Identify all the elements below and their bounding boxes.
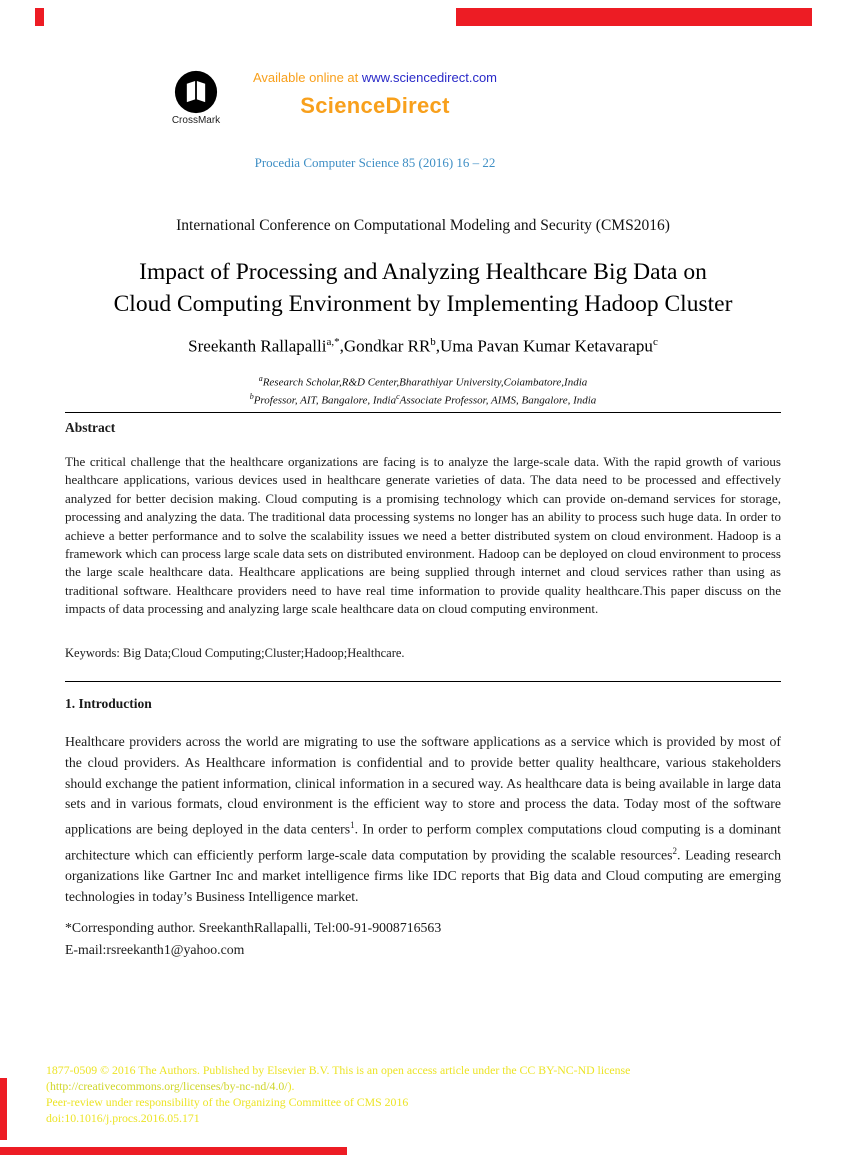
footer-paren: ).	[287, 1079, 295, 1093]
paper-title-line2: Cloud Computing Environment by Implementing Hadoop Cluster	[113, 291, 733, 317]
affiliations	[0, 372, 846, 408]
available-online-text: Available online at	[252, 70, 359, 85]
author-superscript: b	[430, 336, 436, 348]
citation-superscript: 1	[350, 820, 355, 831]
affiliation-line	[0, 390, 846, 408]
abstract-paragraph: The critical challenge that the healthcare organizations are facing is to analyze the large-scale data. With the rapid growth of various healthcare applications, various devices used in healthcare generate varieties of data. The data need to be processed and effectively analyzed for better decision making. Cloud computing is a promising technology which can provide on-demand services for storage, processing and analyzing the data. The traditional data processing systems no longer has an ability to process such huge data. In order to achieve a better performance and to solve the scalability issues we need a better distributed system on cloud environment. Hadoop is a framework which can process large scale data sets on distributed environment. Hadoop can be deployed on cloud environment to process the large scale healthcare data. Healthcare applications are being supplied through internet and cloud services rather than using as traditional software. Healthcare providers need to have real time information to provide quality healthcare.This paper discuss on the impacts of data processing and analyzing large scale healthcare data on cloud computing environment.	[65, 454, 781, 617]
corresponding-author-email: E-mail:rsreekanth1@yahoo.com	[65, 941, 245, 957]
crossmark-badge[interactable]	[164, 70, 228, 126]
abstract-heading: Abstract	[65, 420, 116, 435]
citation-superscript: 2	[672, 845, 677, 856]
author-name: ,Uma Pavan Kumar Ketavarapu	[435, 336, 653, 356]
author-superscript: c	[652, 336, 658, 348]
corresponding-author-block	[65, 917, 441, 960]
section-heading-introduction: 1. Introduction	[65, 696, 152, 711]
introduction-paragraph	[65, 732, 781, 908]
affiliation-superscript: b	[249, 392, 254, 402]
redaction-bar-top-right	[456, 8, 812, 26]
footer-license-line	[46, 1078, 630, 1094]
introduction-text: . In order to perform complex computations cloud computing is a dominant architecture which can efficiently perform large-scale data computation by providing the scalable resources	[65, 821, 781, 863]
divider	[65, 681, 781, 682]
redaction-bar-top-left	[35, 8, 44, 26]
affiliation-line	[0, 372, 846, 390]
affiliation-text: Associate Professor, AIMS, Bangalore, India	[399, 394, 597, 407]
affiliation-text: Professor, AIT, Bangalore, India	[253, 394, 397, 407]
introduction-text: . Leading research organizations like Gartner Inc and market intelligence firms like IDC reports that Big data and Cloud computing are emerging technologies in today’s Business Intelligence market.	[65, 847, 781, 904]
corresponding-author-line: *Corresponding author. SreekanthRallapalli, Tel:00-91-9008716563	[65, 920, 442, 935]
author-superscript: a,*	[326, 336, 340, 348]
paper-title-line1: Impact of Processing and Analyzing Healthcare Big Data on	[139, 259, 707, 285]
introduction-text: Healthcare providers across the world are migrating to use the software applications as a service which is provided by most of the cloud providers. As Healthcare information is confidential and to provide better quality healthcare, various stakeholders should exchange the patient information, clinical information in a secured way. As healthcare data is being available in large data sets and in various formats, cloud environment is the efficient way to store and process the data. Today most of the software applications are being deployed in the data centers	[65, 734, 781, 837]
author-name: Sreekanth Rallapalli	[188, 336, 327, 356]
footer-copyright-line: 1877-0509 © 2016 The Authors. Published by Elsevier B.V. This is an open access article under the CC BY-NC-ND license	[46, 1063, 631, 1077]
authors-line	[0, 336, 846, 357]
sciencedirect-logo: ScienceDirect	[300, 93, 450, 118]
affiliation-text: Research Scholar,R&D Center,Bharathiyar University,Coiambatore,India	[262, 376, 588, 389]
redaction-bar-bottom-edge	[0, 1147, 347, 1155]
divider	[65, 412, 781, 413]
redaction-bar-bottom-left-vertical	[0, 1078, 7, 1140]
paper-title	[0, 256, 846, 320]
crossmark-icon	[174, 70, 218, 114]
journal-citation: Procedia Computer Science 85 (2016) 16 – 22	[254, 155, 496, 170]
crossmark-label: CrossMark	[171, 115, 221, 126]
footer-doi-line: doi:10.1016/j.procs.2016.05.171	[46, 1111, 200, 1125]
author-name: ,Gondkar RR	[339, 336, 431, 356]
sciencedirect-link[interactable]: www.sciencedirect.com	[361, 70, 498, 85]
affiliation-superscript: a	[258, 374, 263, 383]
footer-peer-review-line: Peer-review under responsibility of the Organizing Committee of CMS 2016	[46, 1095, 409, 1109]
conference-line: International Conference on Computational Modeling and Security (CMS2016)	[176, 217, 670, 234]
footer-block	[46, 1062, 630, 1126]
keywords-line: Keywords: Big Data;Cloud Computing;Cluster;Hadoop;Healthcare.	[65, 646, 405, 660]
available-online-line	[253, 70, 497, 85]
footer-paren: (	[46, 1079, 50, 1093]
creativecommons-link[interactable]: http://creativecommons.org/licenses/by-nc-nd/4.0/	[49, 1079, 288, 1093]
affiliation-superscript: c	[396, 392, 400, 402]
